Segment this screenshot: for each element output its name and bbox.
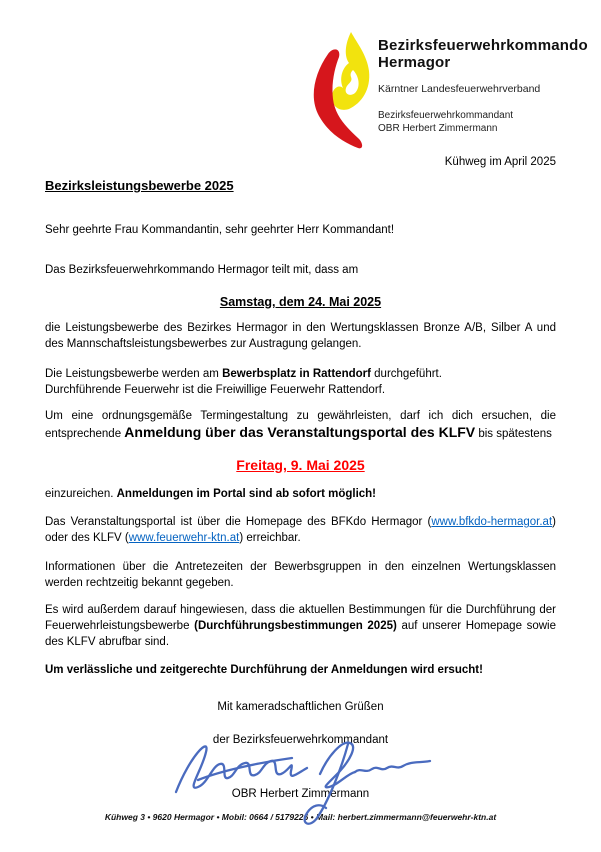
letterhead <box>0 0 601 152</box>
signer-name: OBR Herbert Zimmermann <box>231 788 370 800</box>
submit-text: einzureichen. <box>45 488 117 500</box>
org-name-line1: Bezirksfeuerwehrkommando <box>378 37 588 54</box>
footer-contact-line: Kühweg 3 • 9620 Hermagor • Mobil: 0664 / 5179226 • Mail: herbert.zimmermann@feuerwehr-ktn.at <box>104 812 497 822</box>
commander-name: OBR Herbert Zimmermann <box>378 122 498 134</box>
link-bfkdo-hermagor[interactable]: www.bfkdo-hermagor.at <box>431 516 553 528</box>
org-name <box>378 38 588 71</box>
paragraph-submit <box>45 486 556 502</box>
closing-greeting: Mit kameradschaftlichen Grüßen <box>217 701 384 713</box>
registration-text-2: bis spätestens <box>475 428 552 440</box>
paragraph-location <box>45 366 556 398</box>
location-text-1: Die Leistungsbewerbe werden am <box>45 368 223 380</box>
paragraph-portal-links <box>45 514 556 546</box>
event-date: Samstag, dem 24. Mai 2025 <box>219 295 382 309</box>
paragraph-request: Um verlässliche und zeitgerechte Durchführung der Anmeldungen wird ersucht! <box>45 664 483 676</box>
rules-bold: (Durchführungsbestimmungen 2025) <box>194 620 397 632</box>
registration-portal-bold: Anmeldung über das Veranstaltungsportal des KLFV <box>124 424 476 440</box>
letterhead-text <box>378 38 588 135</box>
location-bold: Bewerbsplatz in Rattendorf <box>222 368 371 380</box>
dateline: Kühweg im April 2025 <box>444 156 556 168</box>
organizing-brigade: Durchführende Feuerwehr ist die Freiwillige Feuerwehr Rattendorf. <box>45 384 386 396</box>
rules-text-2: auf unserer Homepage sowie des KLFV abrufbar sind. <box>45 620 556 648</box>
paragraph-intro: Das Bezirksfeuerwehrkommando Hermagor teilt mit, dass am <box>45 264 359 276</box>
paragraph-competitions: die Leistungsbewerbe des Bezirkes Hermagor in den Wertungsklassen Bronze A/B, Silber A und des Mannschaftsleistungsbewerbes zur Austragung gelangen. <box>45 322 556 350</box>
document-title: Bezirksleistungsbewerbe 2025 <box>45 178 234 193</box>
commander-block <box>378 109 588 135</box>
portal-text-2: ) oder des KLFV ( <box>45 516 556 544</box>
location-text-2: durchgeführt. <box>370 368 442 380</box>
flame-logo-icon <box>306 30 372 152</box>
portal-text-1: Das Veranstaltungsportal ist über die Homepage des BFKdo Hermagor ( <box>45 516 432 528</box>
paragraph-registration <box>45 408 556 442</box>
registration-text-1: Um eine ordnungsgemäße Termingestaltung zu gewährleisten, darf ich dich ersuchen, die entsprechende <box>45 410 556 440</box>
commander-role: Bezirksfeuerwehrkommandant <box>378 109 514 121</box>
paragraph-rules <box>45 602 556 650</box>
deadline-date: Freitag, 9. Mai 2025 <box>236 457 365 473</box>
portal-text-3: ) erreichbar. <box>239 532 301 544</box>
closing-role: der Bezirksfeuerwehrkommandant <box>212 734 389 746</box>
org-name-line2: Hermagor <box>378 53 451 71</box>
association-name: Kärntner Landesfeuerwehrverband <box>378 83 541 95</box>
submit-bold: Anmeldungen im Portal sind ab sofort möglich! <box>116 488 377 500</box>
rules-text-1: Es wird außerdem darauf hingewiesen, dass die aktuellen Bestimmungen für die Durchführung der Feuerwehrleistungsbewerbe <box>45 604 556 632</box>
link-feuerwehr-ktn[interactable]: www.feuerwehr-ktn.at <box>128 532 240 544</box>
salutation: Sehr geehrte Frau Kommandantin, sehr geehrter Herr Kommandant! <box>45 224 395 236</box>
letter-body <box>0 154 601 825</box>
paragraph-times: Informationen über die Antretezeiten der Bewerbsgruppen in den einzelnen Wertungsklassen werden rechtzeitig bekannt gegeben. <box>45 561 556 589</box>
